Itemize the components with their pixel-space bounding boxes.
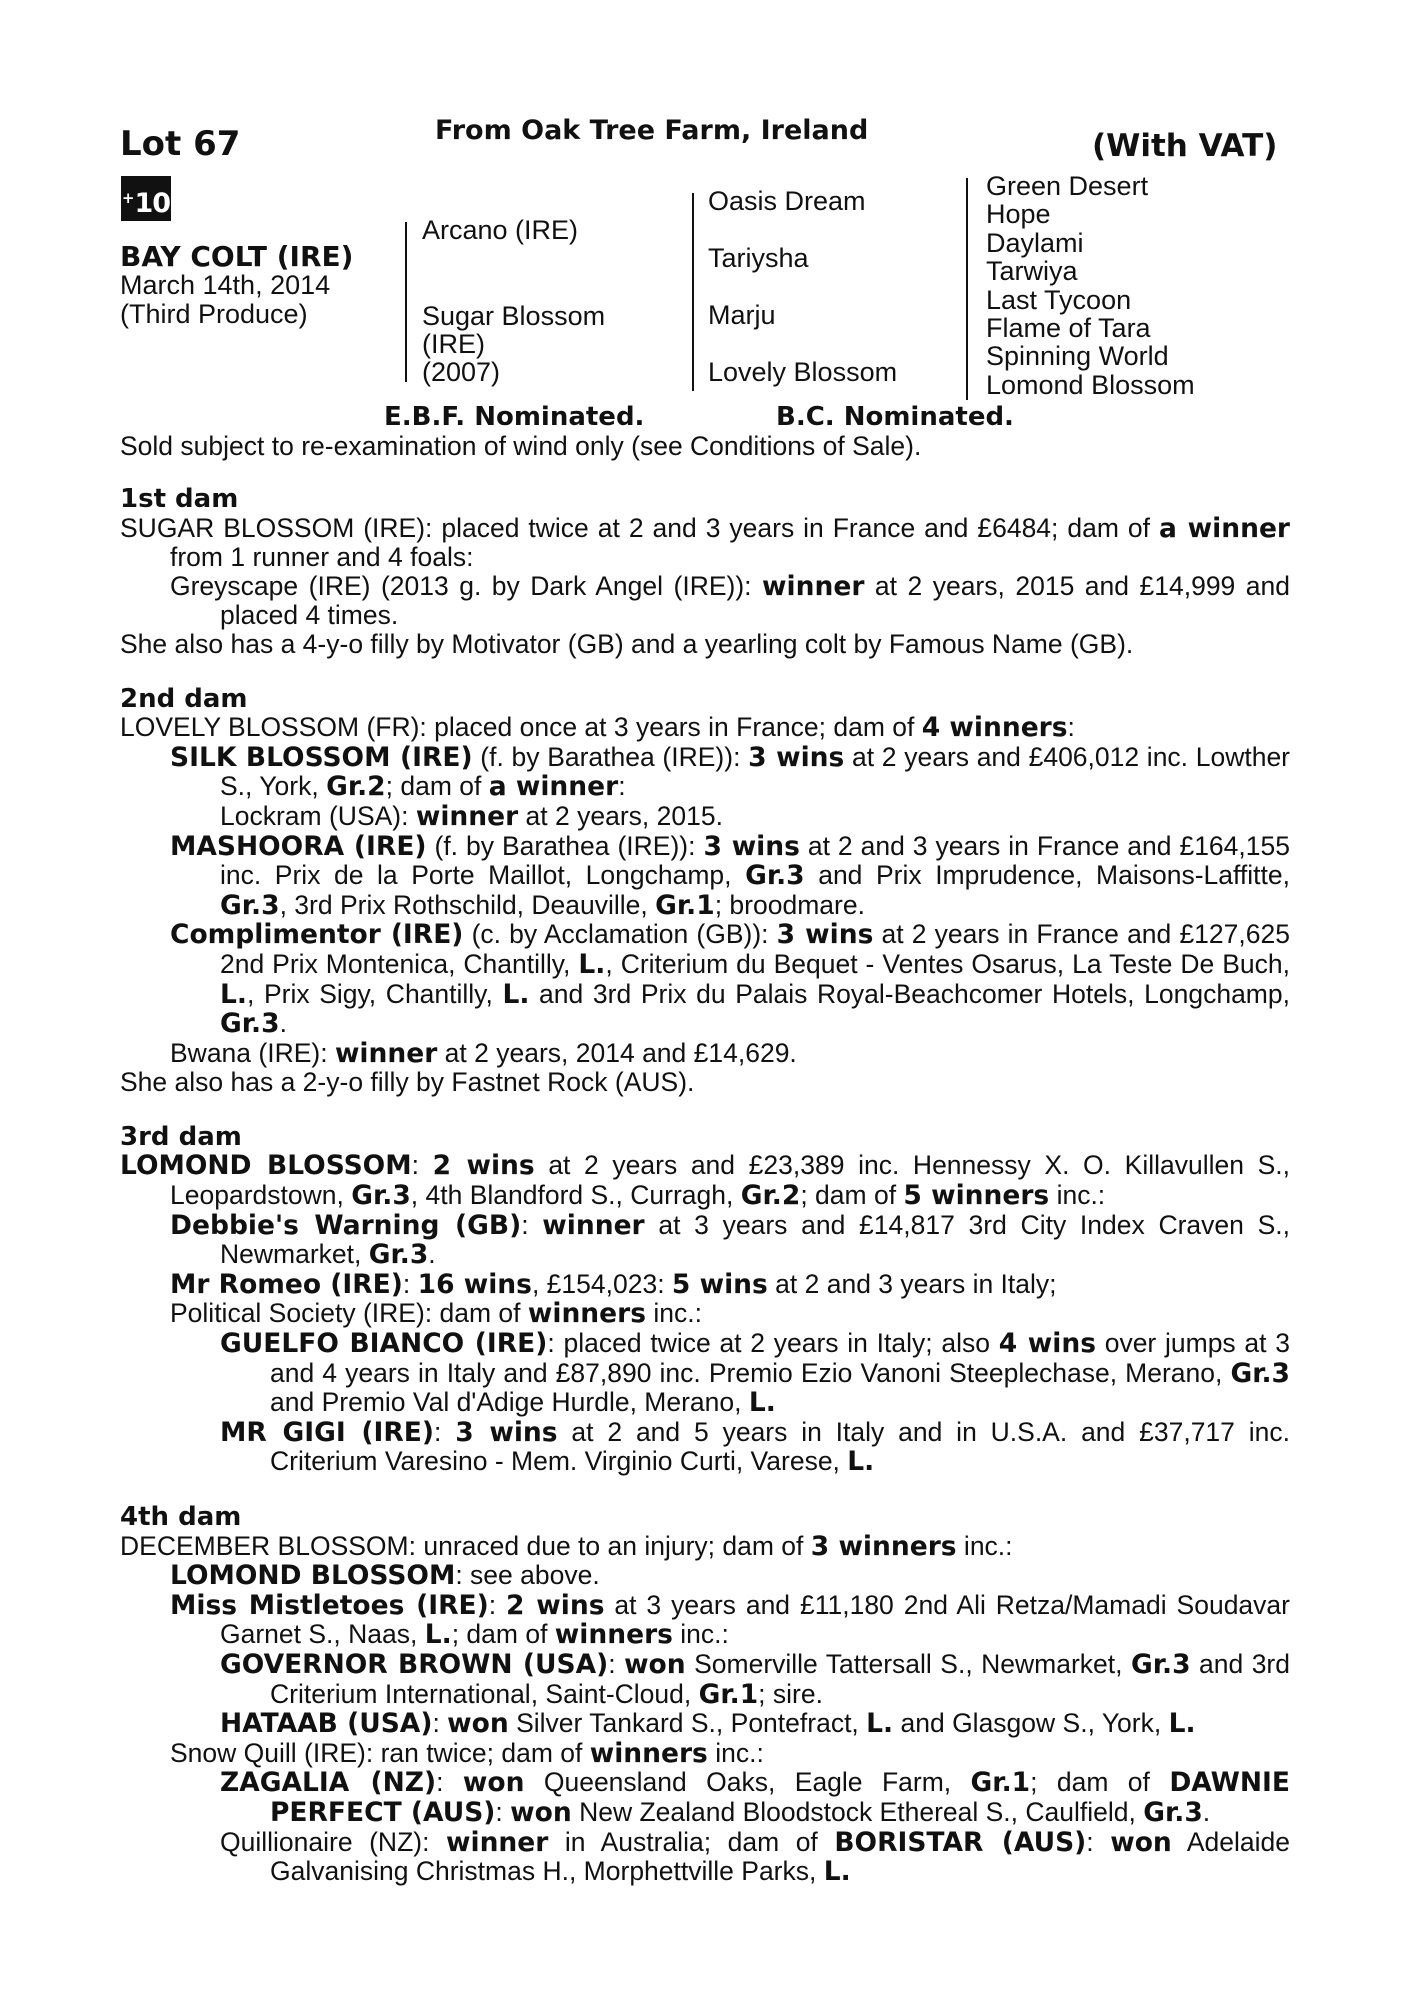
highlighted-text: 3 wins [776, 919, 874, 951]
lot-number: Lot 67 [120, 124, 241, 164]
pedigree-details [120, 485, 1290, 1887]
highlighted-text: 3 wins [703, 830, 800, 862]
pedigree-granddam: Lovely Blossom [708, 357, 898, 387]
family-entry [120, 1709, 1290, 1739]
entry-text: : [402, 1268, 418, 1299]
entry-text: ; dam of [451, 1619, 555, 1650]
entry-text: ; dam of [800, 1180, 904, 1211]
highlighted-text: L. [748, 1387, 776, 1419]
entry-text: ; dam of [385, 771, 489, 802]
entry-text: inc.: [672, 1619, 729, 1650]
entry-text: : placed twice at 2 years in Italy; also [547, 1328, 999, 1359]
highlighted-text: won [447, 1708, 509, 1740]
entry-text: : [432, 1708, 448, 1739]
vat-status: (With VAT) [1092, 128, 1278, 164]
highlighted-text: 2 wins [506, 1589, 605, 1621]
entry-text: : [434, 1416, 456, 1447]
entry-text: Greyscape (IRE) (2013 g. by Dark Angel (IRE)): [170, 570, 763, 601]
highlighted-text: Mr Romeo (IRE) [170, 1268, 403, 1300]
pedigree-ancestor: Flame of Tara [986, 313, 1151, 343]
family-entry [120, 713, 1290, 743]
highlighted-text: winner [415, 800, 519, 832]
entry-text: : [521, 1209, 543, 1240]
family-entry [120, 1532, 1290, 1562]
section-spacer [120, 1477, 1290, 1503]
highlighted-text: 3 wins [455, 1416, 558, 1448]
highlighted-text: L. [866, 1708, 894, 1740]
entry-text: at 2 years and £406,012 inc. Lowther S., York, [220, 741, 1291, 802]
entry-text: at 2 years, 2014 and £14,629. [437, 1037, 797, 1068]
dam-section-heading: 1st dam [120, 484, 239, 514]
entry-text: LOVELY BLOSSOM (FR): placed once at 3 years in France; dam of [120, 712, 922, 743]
family-entry [120, 1151, 1290, 1210]
entry-text: : [618, 771, 626, 802]
pedigree-granddam: Tariysha [708, 243, 809, 273]
entry-text: , 3rd Prix Rothschild, Deauville, [279, 889, 656, 920]
family-entry [120, 1039, 1290, 1069]
highlighted-text: L. [424, 1619, 452, 1651]
family-entry [120, 832, 1290, 921]
highlighted-text: 2 wins [432, 1150, 535, 1182]
produce-note: (Third Produce) [120, 299, 308, 329]
highlighted-text: winner [542, 1209, 645, 1241]
entry-text: Adelaide Galvanising Christmas H., Morphettville Parks, [270, 1826, 1291, 1887]
pedigree-ancestor: Tarwiya [986, 256, 1078, 286]
highlighted-text: SILK BLOSSOM (IRE) [170, 741, 473, 773]
pedigree-ancestor: Daylami [986, 228, 1084, 258]
badge-number: 10 [134, 188, 171, 219]
entry-text: inc.: [646, 1298, 702, 1329]
section-spacer [120, 659, 1290, 685]
entry-text: inc.: [1049, 1180, 1106, 1211]
highlighted-text: Gr.3 [351, 1180, 411, 1212]
entry-text: She also has a 2-y-o filly by Fastnet Rock (AUS). [120, 1067, 695, 1098]
entry-text: inc.: [707, 1737, 764, 1768]
family-entry [120, 920, 1290, 1038]
highlighted-text: Miss Mistletoes (IRE) [170, 1589, 489, 1621]
family-entry [120, 1650, 1290, 1709]
section-spacer [120, 1097, 1290, 1123]
highlighted-text: L. [578, 948, 606, 980]
highlighted-text: Gr.3 [368, 1239, 429, 1271]
pedigree-dam: Sugar Blossom [422, 301, 606, 331]
highlighted-text: Gr.1 [655, 889, 715, 921]
entry-text: : see above. [455, 1560, 600, 1591]
highlighted-text: 5 wins [671, 1268, 768, 1300]
entry-text: at 2 years in France and £127,625 2nd Prix Montenica, Chantilly, [220, 919, 1290, 979]
entry-text: Bwana (IRE): [170, 1037, 335, 1068]
entry-text: , Criterium du Bequet - Ventes Osarus, La Teste De Buch, [605, 948, 1291, 979]
entry-text: and 3rd Criterium International, Saint-Cloud, [270, 1648, 1290, 1709]
entry-text: : [495, 1796, 511, 1827]
pedigree-grandsire: Oasis Dream [708, 186, 866, 216]
highlighted-text: winner [762, 570, 865, 602]
family-entry [120, 1211, 1290, 1270]
highlighted-text: won [1110, 1826, 1172, 1858]
pedigree-dam-year: (2007) [422, 357, 501, 387]
highlighted-text: won [624, 1648, 686, 1680]
entry-text: at 2 and 3 years in France and £164,155 inc. Prix de la Porte Maillot, Longchamp, [220, 830, 1290, 891]
entry-text: , £154,023: [531, 1268, 672, 1299]
highlighted-text: Debbie's Warning (GB) [170, 1209, 522, 1241]
entry-text: and 3rd Prix du Palais Royal-Beachcomer Hotels, Longchamp, [529, 978, 1290, 1009]
entry-text: at 2 years, 2015. [518, 800, 723, 831]
highlighted-text: winner [446, 1826, 549, 1858]
entry-text: at 2 years and £23,389 inc. Hennessy X. O. Killavullen S., Leopardstown, [170, 1150, 1290, 1211]
highlighted-text: 5 winners [903, 1180, 1050, 1212]
highlighted-text: L. [823, 1856, 851, 1888]
entry-text: at 2 and 3 years in Italy; [767, 1268, 1057, 1299]
highlighted-text: Gr.3 [220, 889, 280, 921]
entry-text: Silver Tankard S., Pontefract, [508, 1708, 867, 1739]
pedigree-dam-country: (IRE) [422, 329, 485, 359]
highlighted-text: BORISTAR (AUS) [834, 1826, 1087, 1858]
highlighted-text: L. [220, 978, 247, 1010]
entry-text: ; sire. [758, 1678, 823, 1709]
family-entry [120, 1828, 1290, 1887]
bonus-scheme-badge [121, 176, 171, 221]
highlighted-text: a winner [1158, 512, 1290, 544]
family-entry [120, 1329, 1290, 1418]
highlighted-text: 4 wins [998, 1328, 1096, 1360]
entry-text: . [279, 1008, 287, 1039]
family-entry [120, 1068, 1290, 1097]
entry-text: : [436, 1767, 463, 1798]
entry-text: ; dam of [1030, 1767, 1170, 1798]
highlighted-text: winners [527, 1298, 646, 1330]
entry-text: and Premio Val d'Adige Hurdle, Merano, [270, 1387, 749, 1418]
entry-text: Lockram (USA): [220, 800, 416, 831]
highlighted-text: 3 winners [810, 1530, 957, 1562]
entry-text: : [488, 1589, 507, 1620]
highlighted-text: ZAGALIA (NZ) [220, 1767, 437, 1799]
highlighted-text: won [510, 1796, 572, 1828]
family-entry [120, 1299, 1290, 1329]
family-entry [120, 802, 1290, 832]
highlighted-text: Gr.3 [1230, 1357, 1290, 1389]
pedigree-bracket [966, 178, 968, 400]
highlighted-text: MASHOORA (IRE) [170, 830, 427, 862]
pedigree-ancestor: Spinning World [986, 341, 1169, 371]
entry-text: , 4th Blandford S., Curragh, [410, 1180, 741, 1211]
highlighted-text: GOVERNOR BROWN (USA) [220, 1648, 609, 1680]
entry-text: Queensland Oaks, Eagle Farm, [524, 1767, 971, 1798]
highlighted-text: 3 wins [748, 741, 845, 773]
highlighted-text: GUELFO BIANCO (IRE) [220, 1328, 548, 1360]
highlighted-text: 4 winners [921, 712, 1068, 744]
entry-text: inc.: [956, 1530, 1013, 1561]
bc-nomination: B.C. Nominated. [776, 402, 1014, 432]
dam-section-heading: 3rd dam [120, 1121, 242, 1152]
entry-text: : [608, 1648, 625, 1679]
highlighted-text: LOMOND BLOSSOM [120, 1150, 412, 1182]
highlighted-text: 16 wins [417, 1268, 532, 1300]
pedigree-bracket [692, 193, 694, 391]
family-entry [120, 514, 1290, 572]
highlighted-text: Complimentor (IRE) [170, 919, 464, 951]
entry-text: New Zealand Bloodstock Ethereal S., Caulfield, [571, 1796, 1144, 1827]
entry-text: : [1086, 1826, 1111, 1857]
pedigree-bracket [405, 222, 407, 382]
entry-text: She also has a 4-y-o filly by Motivator (GB) and a yearling colt by Famous Name (GB). [120, 628, 1134, 659]
family-entry [120, 1418, 1290, 1477]
pedigree-ancestor: Last Tycoon [986, 285, 1132, 315]
entry-text: . [1202, 1796, 1211, 1827]
entry-text: at 3 years and £11,180 2nd Ali Retza/Mamadi Soudavar Garnet S., Naas, [220, 1589, 1290, 1650]
highlighted-text: a winner [488, 771, 619, 803]
entry-text: ; broodmare. [714, 889, 865, 920]
highlighted-text: Gr.1 [970, 1767, 1031, 1799]
entry-text: over jumps at 3 and 4 years in Italy and £87,890 inc. Premio Ezio Vanoni Steeplechase, Merano, [270, 1328, 1290, 1388]
entry-text: Somerville Tattersall S., Newmarket, [685, 1648, 1131, 1679]
highlighted-text: Gr.1 [698, 1678, 759, 1710]
entry-text: DECEMBER BLOSSOM: unraced due to an injury; dam of [120, 1530, 811, 1561]
pedigree-ancestor: Lomond Blossom [986, 370, 1195, 400]
ebf-nomination: E.B.F. Nominated. [384, 402, 645, 432]
highlighted-text: Gr.3 [745, 860, 805, 892]
entry-text: SUGAR BLOSSOM (IRE): placed twice at 2 and 3 years in France and £6484; dam of [120, 512, 1159, 543]
entry-text: at 2 years, 2015 and £14,999 and placed 4 times. [220, 570, 1290, 631]
entry-text: : [1067, 712, 1075, 743]
highlighted-text: L. [1168, 1708, 1196, 1740]
family-entry [120, 1591, 1290, 1650]
family-entry [120, 1739, 1290, 1769]
entry-text: and Glasgow S., York, [893, 1708, 1169, 1739]
highlighted-text: L. [847, 1446, 875, 1478]
entry-text: Political Society (IRE): dam of [170, 1298, 528, 1329]
family-entry [120, 1270, 1290, 1300]
entry-text: . [428, 1239, 436, 1270]
highlighted-text: winners [554, 1619, 673, 1651]
foaling-date: March 14th, 2014 [120, 270, 331, 300]
entry-text: at 2 and 5 years in Italy and in U.S.A. and £37,717 inc. Criterium Varesino - Mem. Virginio Curti, Varese, [270, 1416, 1290, 1477]
highlighted-text: LOMOND BLOSSOM [170, 1560, 456, 1592]
pedigree-ancestor: Green Desert [986, 171, 1149, 201]
badge-mark: + [121, 189, 134, 207]
highlighted-text: MR GIGI (IRE) [220, 1416, 434, 1448]
dam-section-heading: 4th dam [120, 1502, 242, 1532]
pedigree-sire: Arcano (IRE) [422, 215, 579, 245]
entry-text: in Australia; dam of [548, 1826, 835, 1857]
entry-text: (f. by Barathea (IRE)): [472, 741, 749, 772]
highlighted-text: Gr.2 [326, 771, 386, 803]
entry-text: : [411, 1150, 433, 1181]
highlighted-text: DAWNIE PERFECT (AUS) [270, 1767, 1290, 1828]
family-entry [120, 1561, 1290, 1591]
highlighted-text: Gr.2 [740, 1180, 801, 1212]
entry-text: (c. by Acclamation (GB)): [463, 919, 777, 950]
highlighted-text: winners [589, 1737, 708, 1769]
pedigree-grandsire: Marju [708, 300, 776, 330]
entry-text: Snow Quill (IRE): ran twice; dam of [170, 1737, 590, 1768]
sale-condition-note: Sold subject to re-examination of wind only (see Conditions of Sale). [120, 431, 922, 461]
entry-text: Quillionaire (NZ): [220, 1826, 446, 1857]
highlighted-text: HATAAB (USA) [220, 1708, 433, 1740]
entry-text: at 3 years and £14,817 3rd City Index Craven S., Newmarket, [220, 1209, 1290, 1270]
family-entry [120, 1768, 1290, 1827]
entry-text: , Prix Sigy, Chantilly, [246, 978, 503, 1009]
vendor-line: From Oak Tree Farm, Ireland [435, 115, 869, 146]
dam-section-heading: 2nd dam [120, 683, 248, 714]
highlighted-text: winner [334, 1037, 438, 1069]
highlighted-text: Gr.3 [1143, 1796, 1203, 1828]
entry-text: and Prix Imprudence, Maisons-Laffitte, [804, 860, 1290, 891]
family-entry [120, 572, 1290, 630]
family-entry [120, 743, 1290, 802]
highlighted-text: won [462, 1767, 525, 1799]
highlighted-text: Gr.3 [220, 1008, 280, 1040]
pedigree-ancestor: Hope [986, 199, 1051, 229]
entry-text: (f. by Barathea (IRE)): [426, 830, 704, 861]
highlighted-text: Gr.3 [1130, 1648, 1191, 1680]
family-entry [120, 630, 1290, 659]
entry-text: from 1 runner and 4 foals: [170, 542, 474, 573]
horse-name: BAY COLT (IRE) [120, 240, 354, 273]
highlighted-text: L. [502, 978, 530, 1010]
